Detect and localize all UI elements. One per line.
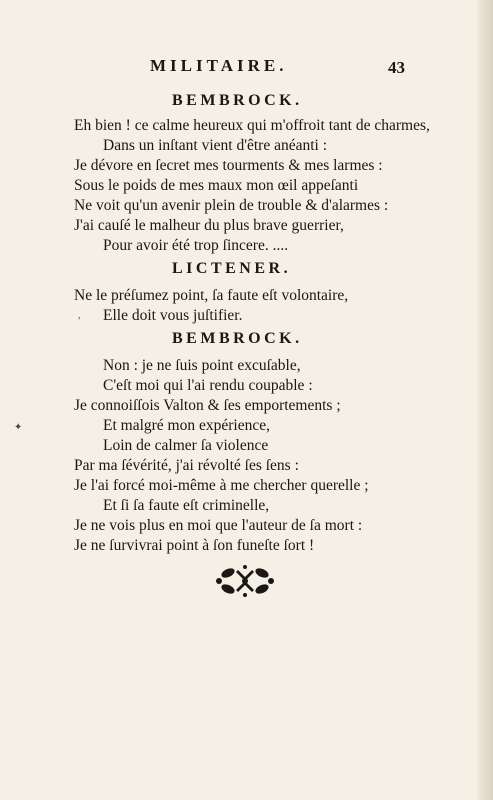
verse-line: Non : je ne ſuis point excuſable, bbox=[103, 357, 301, 374]
verse-line: Je connoiſſois Valton & ſes emportements ; bbox=[74, 397, 341, 414]
verse-line: Ne voit qu'un avenir plein de trouble & d'alarmes : bbox=[74, 197, 389, 214]
page-gutter bbox=[477, 0, 493, 800]
verse-line: Je dévore en ſecret mes tourments & mes larmes : bbox=[74, 157, 383, 174]
verse-line: C'eſt moi qui l'ai rendu coupable : bbox=[103, 377, 313, 394]
print-speck: ✦ bbox=[14, 422, 23, 433]
verse-line: Loin de calmer ſa violence bbox=[103, 437, 269, 454]
verse-line: Je ne vois plus en moi que l'auteur de ſa mort : bbox=[74, 517, 363, 534]
running-title: MILITAIRE. bbox=[150, 56, 288, 75]
verse-line: Et malgré mon expérience, bbox=[103, 417, 270, 434]
fleuron-icon bbox=[214, 564, 276, 598]
verse-line: Je l'ai forcé moi-même à me chercher querelle ; bbox=[74, 477, 369, 494]
verse-line: Je ne ſurvivrai point à ſon funeſte ſort ! bbox=[74, 537, 315, 554]
verse-line: Ne le préſumez point, ſa faute eſt volontaire, bbox=[74, 287, 349, 304]
verse-line: Eh bien ! ce calme heureux qui m'offroit tant de charmes, bbox=[74, 117, 430, 134]
verse-line: Sous le poids de mes maux mon œil appeſanti bbox=[74, 177, 359, 194]
page-number: 43 bbox=[388, 58, 405, 77]
verse-line: J'ai cauſé le malheur du plus brave guerrier, bbox=[74, 217, 344, 234]
verse-line: Et ſi ſa faute eſt criminelle, bbox=[103, 497, 270, 514]
print-speck: , bbox=[78, 310, 81, 321]
speaker-name: BEMBROCK. bbox=[172, 330, 303, 347]
verse-line: Pour avoir été trop ſincere. .... bbox=[103, 237, 289, 254]
speaker-name: BEMBROCK. bbox=[172, 92, 303, 109]
verse-line: Elle doit vous juſtifier. bbox=[103, 307, 243, 324]
verse-line: Dans un inſtant vient d'être anéanti : bbox=[103, 137, 328, 154]
speaker-name: LICTENER. bbox=[172, 260, 292, 277]
verse-line: Par ma ſévérité, j'ai révolté ſes ſens : bbox=[74, 457, 299, 474]
